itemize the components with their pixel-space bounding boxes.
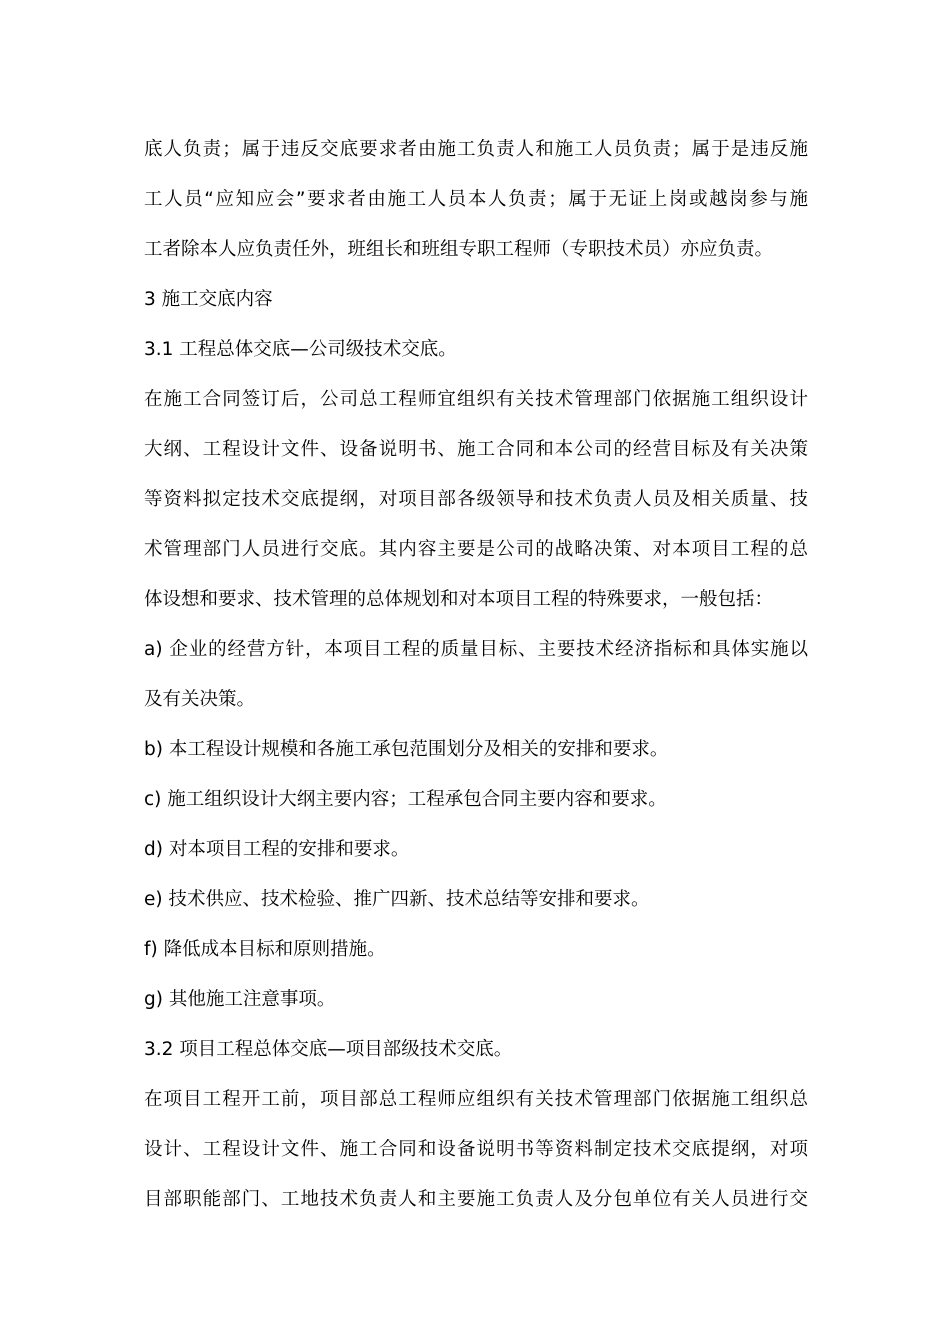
text-line: 及有关决策。	[144, 689, 256, 710]
text-line: e) 技术供应、技术检验、推广四新、技术总结等安排和要求。	[144, 889, 650, 910]
text-line: f) 降低成本目标和原则措施。	[144, 939, 386, 960]
text-line: 大纲、工程设计文件、设备说明书、施工合同和本公司的经营目标及有关决策	[144, 439, 808, 460]
text-line: 在项目工程开工前，项目部总工程师应组织有关技术管理部门依据施工组织总	[144, 1089, 808, 1110]
text-line: 工者除本人应负责任外，班组长和班组专职工程师（专职技术员）亦应负责。	[144, 239, 774, 260]
text-line: c) 施工组织设计大纲主要内容；工程承包合同主要内容和要求。	[144, 789, 667, 810]
text-line: 目部职能部门、工地技术负责人和主要施工负责人及分包单位有关人员进行交	[144, 1189, 808, 1210]
text-line: a) 企业的经营方针，本项目工程的质量目标、主要技术经济指标和具体实施以	[144, 639, 808, 660]
text-line: g) 其他施工注意事项。	[144, 989, 336, 1010]
text-line: 底人负责；属于违反交底要求者由施工负责人和施工人员负责；属于是违反施	[144, 139, 808, 160]
text-line: d) 对本项目工程的安排和要求。	[144, 839, 410, 860]
text-line: 3.2 项目工程总体交底—项目部级技术交底。	[144, 1039, 513, 1060]
text-line: 在施工合同签订后，公司总工程师宜组织有关技术管理部门依据施工组织设计	[144, 389, 808, 410]
text-line: 体设想和要求、技术管理的总体规划和对本项目工程的特殊要求，一般包括：	[144, 589, 774, 610]
text-line: b) 本工程设计规模和各施工承包范围划分及相关的安排和要求。	[144, 739, 669, 760]
document-body	[144, 125, 808, 1225]
text-line: 设计、工程设计文件、施工合同和设备说明书等资料制定技术交底提纲，对项	[144, 1139, 808, 1160]
text-line: 3 施工交底内容	[144, 289, 273, 310]
text-line: 工人员“应知应会”要求者由施工人员本人负责；属于无证上岗或越岗参与施	[144, 189, 808, 210]
text-line: 术管理部门人员进行交底。其内容主要是公司的战略决策、对本项目工程的总	[144, 539, 808, 560]
text-line: 3.1 工程总体交底—公司级技术交底。	[144, 339, 457, 360]
text-line: 等资料拟定技术交底提纲，对项目部各级领导和技术负责人员及相关质量、技	[144, 489, 808, 510]
